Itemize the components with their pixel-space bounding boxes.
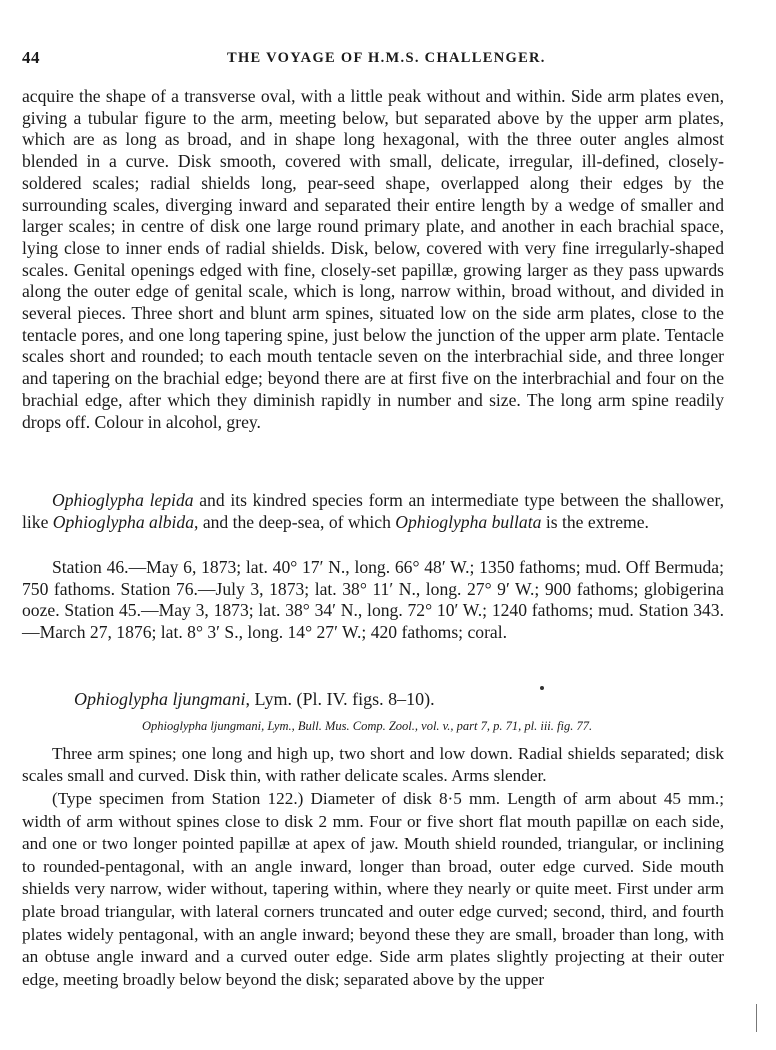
page-edge-mark [756, 1004, 757, 1032]
running-title: THE VOYAGE OF H.M.S. CHALLENGER. [227, 50, 546, 66]
paragraph-description: acquire the shape of a transverse oval, with a little peak without and within. Side arm plates even, giving a tubular figure to the arm, meeting below, but separated above by the upper arm plates, which are as long as broad, and in shape long hexagonal, with the three outer angles almost blended in a curve. Disk smooth, covered with small, delicate, irregular, ill-defined, closely-soldered scales; radial shields long, pear-seed shape, overlapped along their edges by the surrounding scales, diverging inward and separated their entire length by a wedge of smaller and larger scales; in centre of disk one large round primary plate, and another in each brachial space, lying close to inner ends of radial shields. Disk, below, covered with very fine irregularly-shaped scales. Genital openings edged with fine, closely-set papillæ, growing larger as they pass upwards along the outer edge of genital scale, which is long, narrow within, broad without, and divided in several pieces. Three short and blunt arm spines, situated low on the side arm plates, close to the tentacle pores, and one long tapering spine, just below the junction of the upper arm plate. Tentacle scales short and rounded; to each mouth tentacle seven on the interbrachial side, and three longer and tapering on the brachial edge; beyond there are at first five on the interbrachial and four on the brachial edge, after which they diminish rapidly in number and size. The long arm spine readily drops off. Colour in alcohol, grey. [22, 86, 724, 432]
species-heading [74, 689, 435, 710]
paragraph-stations: Station 46.—May 6, 1873; lat. 40° 17′ N., long. 66° 48′ W.; 1350 fathoms; mud. Off Bermuda; 750 fathoms. Station 76.—July 3, 1873; lat. 38° 11′ N., long. 27° 9′ W.; 900 fathoms; globigerina ooze. Station 45.—May 3, 1873; lat. 38° 34′ N., long. 72° 10′ W.; 1240 fathoms; mud. Station 343.—March 27, 1876; lat. 8° 3′ S., long. 14° 27′ W.; 420 fathoms; coral. [22, 557, 724, 643]
page-number: 44 [22, 48, 40, 67]
page-header [22, 48, 722, 72]
species-synonymy: Ophioglypha ljungmani, Lym., Bull. Mus. Comp. Zool., vol. v., part 7, p. 71, pl. iii. fig. 77. [142, 719, 593, 733]
species-name-albida: Ophioglypha albida [52, 511, 195, 532]
species-diagnosis-block [22, 743, 724, 788]
description-continued [22, 86, 724, 433]
paragraph-species-description: (Type specimen from Station 122.) Diameter of disk 8·5 mm. Length of arm about 45 mm.; width of arm without spines close to disk 2 mm. Four or five short flat mouth papillæ on each side, and one or two longer pointed papillæ at apex of jaw. Mouth shield rounded, triangular, or inclining to rounded-pentagonal, with an angle inward, longer than broad, outer edge curved. Side mouth shields very narrow, wider without, tapering within, where they nearly or quite meet. First under arm plate broad triangular, with lateral corners truncated and outer edge curved; second, third, and fourth plates widely pentagonal, with an angle inward; beyond these they are small, broader than long, with an obtuse angle inward and a curved outer edge. Side arm plates slightly projecting at their outer edge, meeting broadly below beyond the disk; separated above by the upper [22, 789, 724, 989]
comparison-paragraph [22, 490, 724, 533]
species-name-bullata: Ophioglypha bullata [395, 511, 542, 532]
paragraph-diagnosis: Three arm spines; one long and high up, two short and low down. Radial shields separated; disk scales small and curved. Disk thin, with rather delicate scales. Arms slender. [22, 744, 724, 786]
stations-paragraph [22, 557, 724, 644]
species-heading-authority: , Lym. (Pl. IV. figs. 8–10). [245, 689, 435, 709]
species-name-lepida: Ophioglypha lepida [52, 490, 194, 510]
print-speck [540, 686, 544, 690]
comparison-text-3: is the extreme. [541, 511, 649, 532]
comparison-text-2: , and the deep-sea, of which [194, 511, 396, 532]
species-description-block [22, 788, 724, 991]
comparison-text-1: and its kindred species form an intermediate type between the shallower, like [22, 490, 724, 532]
species-heading-name: Ophioglypha ljungmani [74, 689, 246, 709]
paragraph-comparison [22, 490, 724, 533]
